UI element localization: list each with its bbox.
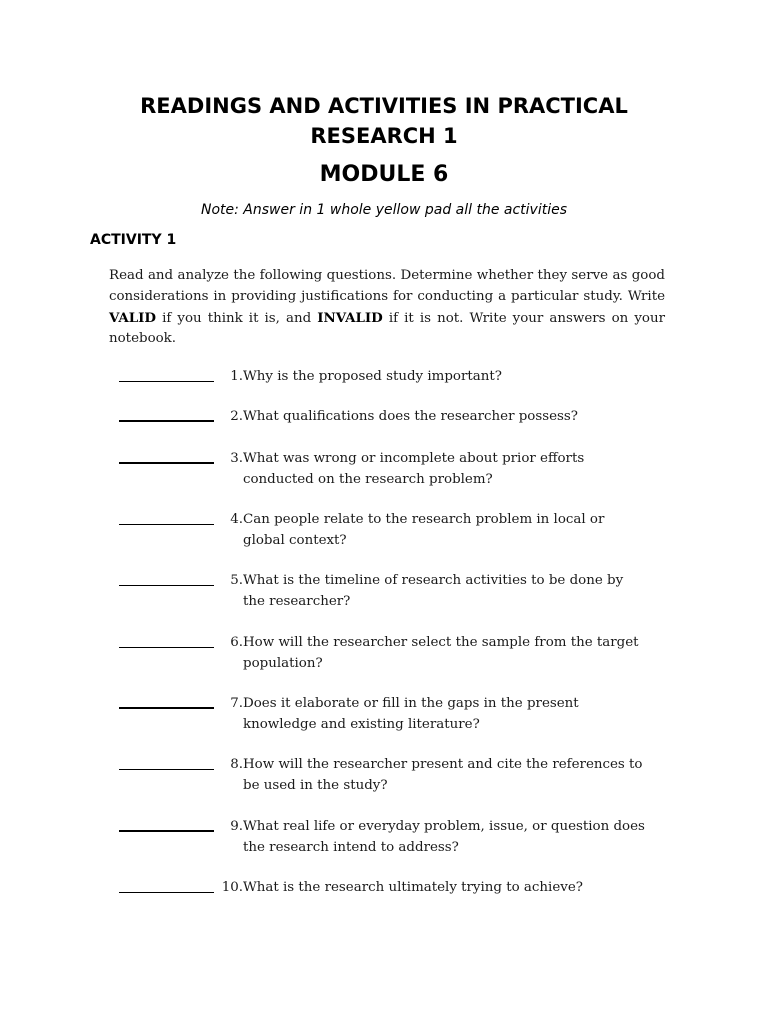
invalid-keyword: INVALID <box>317 309 383 326</box>
answer-blank[interactable] <box>119 420 214 422</box>
question-line: How will the researcher select the sample from the target <box>243 635 639 650</box>
question-line-continued: knowledge and existing literature? <box>243 717 480 732</box>
question-number: 10. <box>221 880 243 895</box>
answer-blank[interactable] <box>119 647 214 648</box>
question-line-continued: the researcher? <box>243 594 351 609</box>
question-text <box>243 693 683 735</box>
question-number: 3. <box>230 451 243 466</box>
question-line-continued: be used in the study? <box>243 778 388 793</box>
activity-heading: ACTIVITY 1 <box>90 232 177 248</box>
question-number: 4. <box>230 512 243 527</box>
question-line: What is the timeline of research activities to be done by <box>243 573 624 588</box>
question-line: What is the research ultimately trying to achieve? <box>243 880 583 895</box>
question-number: 2. <box>230 409 243 424</box>
answer-blank[interactable] <box>119 830 214 832</box>
question-text <box>243 754 683 796</box>
question-text <box>243 632 683 674</box>
question-number: 5. <box>230 573 243 588</box>
valid-keyword: VALID <box>109 309 157 326</box>
question-number: 6. <box>230 635 243 650</box>
question-line: How will the researcher present and cite the references to <box>243 757 643 772</box>
question-line: Does it elaborate or fill in the gaps in the present <box>243 696 579 711</box>
question-line-continued: conducted on the research problem? <box>243 472 493 487</box>
module-heading: MODULE 6 <box>319 162 449 187</box>
question-number: 9. <box>230 819 243 834</box>
question-line: What qualifications does the researcher possess? <box>243 409 578 424</box>
question-line: What was wrong or incomplete about prior efforts <box>243 451 585 466</box>
answer-blank[interactable] <box>119 892 214 893</box>
question-number: 1. <box>230 369 243 384</box>
question-line: Why is the proposed study important? <box>243 369 502 384</box>
question-text <box>243 366 683 387</box>
question-line-continued: the research intend to address? <box>243 840 459 855</box>
question-text <box>243 816 683 858</box>
question-line-continued: population? <box>243 656 323 671</box>
question-number: 7. <box>230 696 243 711</box>
answer-blank[interactable] <box>119 462 214 464</box>
instructions-text-3: if it is not. Write your answers on your notebook. <box>109 310 665 347</box>
instructions-text-1: Read and analyze the following questions. Determine whether they serve as good considerations in providing justifications for conducting a particular study. Write <box>109 268 665 304</box>
instructions-text-2: if you think it is, and <box>156 310 318 326</box>
question-text <box>243 570 683 612</box>
document-title-line-1: READINGS AND ACTIVITIES IN PRACTICAL <box>140 94 628 118</box>
question-text <box>243 877 683 898</box>
answer-blank[interactable] <box>119 769 214 770</box>
question-text <box>243 406 683 427</box>
document-title-line-2: RESEARCH 1 <box>310 124 458 148</box>
question-line: What real life or everyday problem, issue, or question does <box>243 819 645 834</box>
question-text <box>243 448 683 490</box>
question-text <box>243 509 683 551</box>
question-line-continued: global context? <box>243 533 347 548</box>
question-number: 8. <box>230 757 243 772</box>
note-text: Note: Answer in 1 whole yellow pad all the activities <box>200 202 568 218</box>
answer-blank[interactable] <box>119 707 214 709</box>
answer-blank[interactable] <box>119 381 214 382</box>
answer-blank[interactable] <box>119 524 214 525</box>
answer-blank[interactable] <box>119 585 214 586</box>
question-line: Can people relate to the research problem in local or <box>243 512 605 527</box>
